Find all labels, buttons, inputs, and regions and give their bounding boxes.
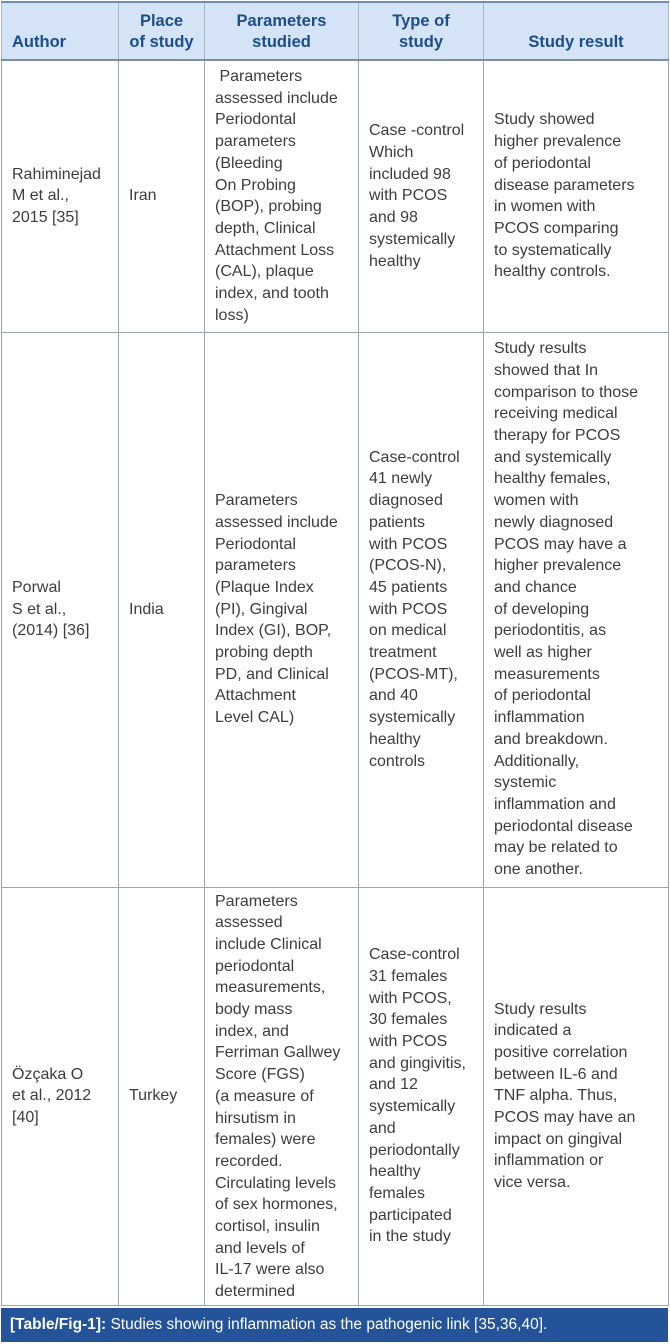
text-line: participated [369,1206,452,1224]
text-line: of study [129,33,194,51]
text-line: Attachment [215,687,296,705]
text-line: determined [215,1283,296,1301]
text-line: Author [12,33,67,51]
text-line: (BOP), probing [215,198,322,216]
text-line: 31 females [369,967,448,985]
place-cell: Turkey [119,887,205,1305]
text-line: (2014) [36] [12,622,90,640]
author-cell [2,60,119,332]
text-line: et al., 2012 [12,1087,92,1105]
text-line: and 12 [369,1076,418,1094]
text-line: Level CAL) [215,709,295,727]
text-line: and breakdown. [494,730,608,748]
text-line: PD, and Clinical [215,665,329,683]
text-line: index, and [215,1022,289,1040]
text-line: healthy controls. [494,263,611,281]
text-line: Score (FGS) [215,1066,305,1084]
text-line: between IL-6 and [494,1065,618,1083]
text-line: Porwal [12,578,61,596]
text-line: treatment [369,644,437,662]
text-line: of sex hormones, [215,1196,338,1214]
text-line: and [369,1119,396,1137]
header-place [119,2,205,60]
text-line: healthy [369,1163,421,1181]
text-line: Periodontal [215,111,296,129]
text-line: Study showed [494,111,595,129]
text-line: diagnosed [369,492,443,510]
text-line: positive correlation [494,1043,628,1061]
text-line: females) were [215,1131,316,1149]
text-line: Parameters [236,12,327,30]
text-line: vice versa. [494,1174,571,1192]
text-line: healthy females, [494,470,611,488]
text-line: higher prevalence [494,133,622,151]
text-line: patients [369,513,426,531]
text-line: Parameters [215,892,298,910]
studies-table [1,1,669,1306]
text-line: with PCOS [369,600,448,618]
text-line: (PCOS-N), [369,557,447,575]
text-line: (Plaque Index [215,578,314,596]
text-line: inflammation [494,709,585,727]
parameters-cell [205,887,359,1305]
header-row [2,2,669,60]
text-line: Additionally, [494,752,580,770]
text-line: Attachment Loss [215,241,335,259]
text-line: Circulating levels [215,1174,336,1192]
text-line: On Probing [215,176,296,194]
text-line: females [369,1184,426,1202]
table-caption [1,1308,668,1342]
text-line: parameters [215,133,296,151]
text-line: assessed include [215,513,338,531]
text-line: Study results [494,1000,587,1018]
text-line: indicated a [494,1022,572,1040]
place-cell: India [119,332,205,887]
text-line: one another. [494,861,583,879]
text-line: (CAL), plaque [215,263,314,281]
text-line: newly diagnosed [494,513,614,531]
text-line: and levels of [215,1239,305,1257]
text-line: receiving medical [494,405,618,423]
text-line: 41 newly [369,470,433,488]
text-line: of developing [494,600,590,618]
text-line: measurements, [215,979,326,997]
text-line: periodontally [369,1141,460,1159]
text-line: well as higher [494,644,592,662]
text-line: parameters [215,557,296,575]
text-line: (a measure of [215,1087,314,1105]
text-line: cortisol, insulin [215,1218,320,1236]
text-line: impact on gingival [494,1130,623,1148]
text-line: measurements [494,665,600,683]
text-line: periodontal [215,957,295,975]
text-line: TNF alpha. Thus, [494,1087,618,1105]
study-type-cell [359,887,484,1305]
text-line: recorded. [215,1152,283,1170]
text-line: PCOS comparing [494,219,619,237]
text-line: systemically [369,230,456,248]
text-line: periodontitis, as [494,622,607,640]
text-line: IL-17 were also [215,1261,325,1279]
table-row [2,60,669,332]
text-line: include Clinical [215,935,322,953]
text-line: Parameters [215,68,303,86]
caption-text: Studies showing inflammation as the pathogenic link [35,36,40]. [106,1316,548,1333]
text-line: Study results [494,340,587,358]
text-line: controls [369,752,426,770]
text-line: therapy for PCOS [494,427,621,445]
text-line: may be related to [494,839,618,857]
text-line: 30 females [369,1011,448,1029]
text-line: and gingivitis, [369,1054,466,1072]
header-parameters [205,2,359,60]
author-cell [2,887,119,1305]
text-line: study [398,33,443,51]
study-type-cell [359,332,484,887]
text-line: depth, Clinical [215,219,316,237]
text-line: assessed [215,914,283,932]
text-line: PCOS may have an [494,1109,636,1127]
text-line: hirsutism in [215,1109,296,1127]
text-line: to systematically [494,241,612,259]
text-line: Type of [392,12,450,30]
text-line: healthy [369,730,421,748]
text-line: and chance [494,578,577,596]
text-line: (PI), Gingival [215,600,308,618]
parameters-cell [205,60,359,332]
text-line: included 98 [369,165,451,183]
caption-label: [Table/Fig-1]: [10,1316,107,1333]
text-line: comparison to those [494,383,639,401]
text-line: on medical [369,622,447,640]
text-line: probing depth [215,644,313,662]
header-result [484,2,669,60]
header-author [2,2,119,60]
text-line: in the study [369,1228,451,1246]
table-row [2,332,669,887]
text-line: Index (GI), BOP, [215,622,332,640]
text-line: M et al., [12,187,69,205]
table-row [2,887,669,1305]
text-line: with PCOS, [369,989,452,1007]
text-line: Parameters [215,492,298,510]
text-line: disease parameters [494,176,635,194]
text-line: in women with [494,198,596,216]
study-result-cell [484,332,669,887]
study-result-cell [484,60,669,332]
text-line: women with [494,492,579,510]
text-line: Which [369,143,414,161]
text-line: 45 patients [369,578,448,596]
text-line: assessed include [215,89,338,107]
parameters-cell [205,332,359,887]
text-line: Periodontal [215,535,296,553]
text-line: and 98 [369,209,418,227]
text-line: systemically [369,1098,456,1116]
text-line: systemically [369,709,456,727]
text-line: with PCOS [369,1033,448,1051]
text-line: Case-control [369,448,460,466]
text-line: studied [252,33,311,51]
header-type [359,2,484,60]
text-line: Case -control [369,122,465,140]
text-line: [40] [12,1109,39,1127]
text-line: systemic [494,774,557,792]
study-type-cell [359,60,484,332]
text-line: PCOS may have a [494,535,627,553]
text-line: Rahiminejad [12,165,101,183]
text-line: of periodontal [494,154,591,172]
text-line: healthy [369,252,421,270]
author-cell [2,332,119,887]
text-line: Case-control [369,946,460,964]
text-line: with PCOS [369,187,448,205]
text-line: showed that In [494,361,599,379]
text-line: and 40 [369,687,418,705]
text-line: index, and tooth [215,285,329,303]
text-line: with PCOS [369,535,448,553]
text-line: Study result [528,33,624,51]
text-line: Place [139,12,184,30]
text-line: Özçaka O [12,1065,84,1083]
text-line: (Bleeding [215,154,283,172]
text-line: S et al., [12,600,67,618]
text-line: (PCOS-MT), [369,665,458,683]
study-result-cell [484,887,669,1305]
text-line: periodontal disease [494,817,633,835]
text-line: 2015 [35] [12,209,79,227]
place-cell: Iran [119,60,205,332]
text-line: higher prevalence [494,557,622,575]
text-line: loss) [215,306,249,324]
text-line: Ferriman Gallwey [215,1044,341,1062]
text-line: and systemically [494,448,612,466]
text-line: body mass [215,1001,293,1019]
text-line: inflammation or [494,1152,604,1170]
text-line: inflammation and [494,795,616,813]
text-line: of periodontal [494,687,591,705]
